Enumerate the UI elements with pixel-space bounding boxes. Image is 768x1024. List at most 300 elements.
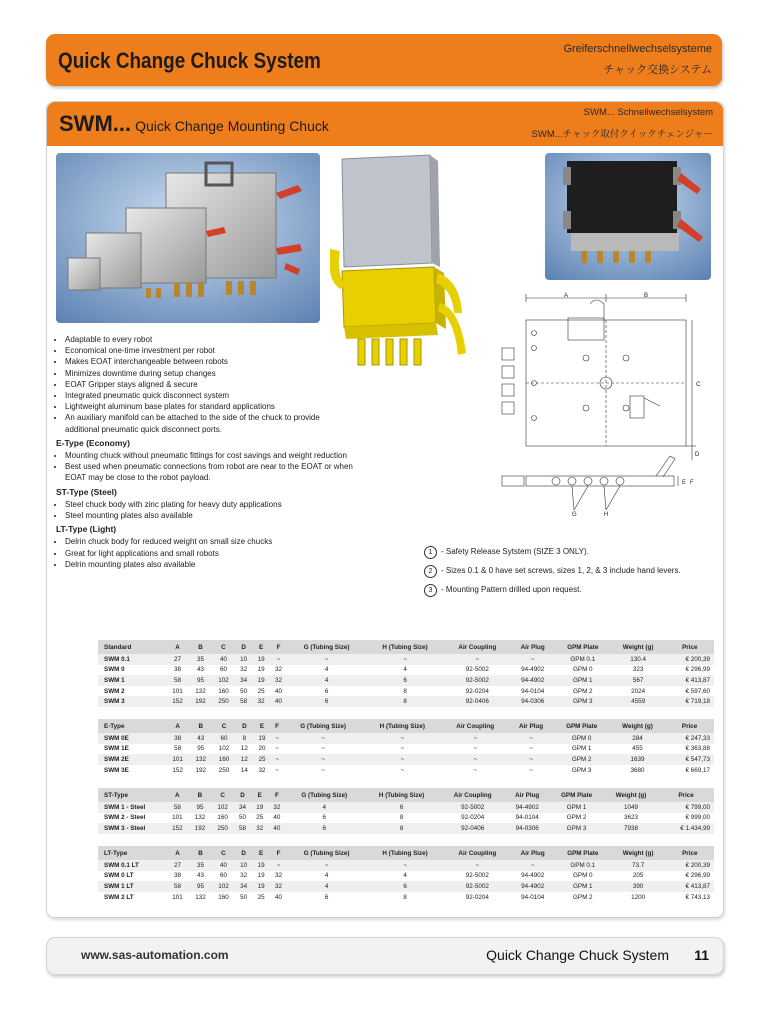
table-header-cell: C	[212, 640, 235, 654]
table-cell: 132	[189, 813, 212, 824]
table-header-cell: F	[271, 719, 284, 733]
table-cell: 95	[189, 802, 212, 813]
table-cell: 19	[253, 733, 271, 744]
table-cell: 58	[166, 881, 189, 892]
type-feature-list	[56, 499, 356, 521]
table-cell: € 743,13	[666, 892, 714, 903]
table-cell: GPM 3	[555, 696, 611, 707]
table-cell: 102	[211, 802, 234, 813]
table-cell: 1049	[604, 802, 658, 813]
drawing-notes	[424, 542, 681, 599]
table-cell: € 247,33	[665, 733, 714, 744]
table-header-cell: B	[189, 788, 212, 802]
table-cell: € 1.434,99	[658, 823, 714, 834]
table-cell: 34	[235, 881, 252, 892]
table-cell: SWM 1E	[98, 744, 166, 755]
table-cell: 160	[211, 813, 234, 824]
table-cell: 20	[253, 744, 271, 755]
website-link[interactable]: www.sas-automation.com	[81, 948, 229, 962]
table-cell: 4	[287, 675, 366, 686]
table-header-cell: Price	[666, 846, 714, 860]
table-cell: 25	[252, 686, 269, 697]
table-cell: ~	[271, 765, 284, 776]
note-number: 3	[424, 584, 437, 597]
table-cell: 32	[252, 696, 269, 707]
table-header-cell: Weight (g)	[604, 788, 658, 802]
type-feature-list	[56, 450, 356, 484]
table-header-cell: Air Plug	[510, 640, 555, 654]
table-cell: 6	[287, 686, 366, 697]
note-item	[424, 542, 681, 561]
section-subtitle-de: SWM... Schnellwechselsystem	[583, 107, 713, 118]
table-cell: 32	[235, 871, 252, 882]
table-cell: 32	[251, 823, 268, 834]
type-feature-item: • Delrin chuck body for reduced weight on small size chucks	[65, 536, 356, 547]
table-cell: € 200,39	[666, 860, 714, 871]
section-title-sub: Quick Change Mounting Chuck	[135, 118, 329, 134]
table-cell: € 363,88	[665, 744, 714, 755]
table-cell: 3680	[610, 765, 665, 776]
table-cell: 73.7	[611, 860, 666, 871]
table-header-cell: GPM Plate	[555, 640, 611, 654]
table-header-row	[98, 719, 714, 733]
table-cell: 25	[251, 813, 268, 824]
table-row	[98, 654, 714, 665]
table-header-cell: B	[189, 719, 212, 733]
feature-item: • EOAT Gripper stays aligned & secure	[65, 379, 356, 390]
table-cell: 40	[212, 860, 235, 871]
feature-item: • Economical one-time investment per robot	[65, 345, 356, 356]
table-cell: 101	[166, 813, 189, 824]
table-header-cell: F	[270, 640, 287, 654]
feature-item: • Integrated pneumatic quick disconnect system	[65, 390, 356, 401]
note-number: 1	[424, 546, 437, 559]
table-cell: ~	[509, 754, 554, 765]
table-cell: 1200	[611, 892, 666, 903]
table-cell: 6	[366, 675, 444, 686]
table-cell: 102	[212, 744, 235, 755]
table-cell: 1639	[610, 754, 665, 765]
table-row	[98, 754, 714, 765]
table-header-cell: H (Tubing Size)	[363, 788, 440, 802]
table-cell: 152	[166, 696, 189, 707]
table-cell: 8	[366, 892, 444, 903]
table-row	[98, 765, 714, 776]
drawing-label-f: F	[690, 480, 694, 486]
table-header-cell: Weight (g)	[611, 846, 666, 860]
table-cell: 92-0204	[440, 813, 505, 824]
table-cell: ~	[442, 765, 509, 776]
table-cell: SWM 1 - Steel	[98, 802, 166, 813]
table-row	[98, 813, 714, 824]
table-header-cell: Price	[666, 640, 714, 654]
table-cell: 92-0406	[444, 696, 510, 707]
table-cell: 34	[235, 675, 252, 686]
table-cell: 32	[270, 881, 287, 892]
table-cell: 94-0104	[505, 813, 549, 824]
table-cell: 94-4902	[510, 871, 555, 882]
table-cell: € 296,99	[666, 665, 714, 676]
table-cell: € 413,87	[666, 675, 714, 686]
table-cell: 35	[189, 654, 212, 665]
type-descriptions	[56, 438, 356, 570]
table-header-row	[98, 640, 714, 654]
table-cell: 60	[212, 871, 235, 882]
table-cell: 58	[234, 823, 251, 834]
table-cell: 8	[363, 823, 440, 834]
table-cell: SWM 0 LT	[98, 871, 166, 882]
table-cell: GPM 2	[555, 892, 611, 903]
section-subtitle-jp: SWM...チャック取付クイックチェンジャー	[531, 129, 713, 140]
table-cell: 43	[189, 871, 212, 882]
table-cell: 4	[287, 871, 366, 882]
table-cell: 3623	[604, 813, 658, 824]
table-cell: 50	[235, 892, 252, 903]
drawing-label-g: G	[572, 512, 577, 518]
table-cell: 95	[189, 675, 212, 686]
table-cell: 40	[268, 813, 285, 824]
table-header-cell: GPM Plate	[549, 788, 604, 802]
table-cell: 6	[285, 813, 363, 824]
table-cell: 58	[166, 675, 189, 686]
feature-item: • Adaptable to every robot	[65, 334, 356, 345]
table-cell: 6	[363, 802, 440, 813]
table-cell: 38	[166, 665, 189, 676]
table-cell: SWM 2E	[98, 754, 166, 765]
table-cell: 160	[212, 686, 235, 697]
table-cell: 192	[189, 823, 212, 834]
table-cell: 94-0104	[510, 892, 555, 903]
table-cell: 6	[287, 892, 366, 903]
table-cell: 92-5002	[444, 665, 510, 676]
table-cell: 19	[251, 802, 268, 813]
table-row	[98, 696, 714, 707]
table-cell: SWM 0.1 LT	[98, 860, 166, 871]
table-header-cell: LT-Type	[98, 846, 166, 860]
table-cell: 132	[189, 686, 212, 697]
drawing-label-h: H	[604, 512, 609, 518]
table-cell: 205	[611, 871, 666, 882]
table-header-cell: E	[252, 846, 269, 860]
table-header-row	[98, 846, 714, 860]
table-cell: 40	[270, 696, 287, 707]
table-header-cell: Air Coupling	[440, 788, 505, 802]
table-cell: GPM 1	[549, 802, 604, 813]
table-row	[98, 675, 714, 686]
table-header-cell: A	[166, 846, 189, 860]
table-cell: 58	[166, 744, 189, 755]
table-header-cell: C	[212, 719, 235, 733]
table-cell: 19	[252, 654, 269, 665]
table-cell: 101	[166, 754, 189, 765]
table-cell: 95	[189, 744, 212, 755]
table-cell: 40	[270, 892, 287, 903]
table-cell: SWM 0E	[98, 733, 166, 744]
table-cell: GPM 3	[549, 823, 604, 834]
table-header-row	[98, 788, 714, 802]
page-subtitle-de: Greiferschnellwechselsysteme	[563, 43, 712, 55]
table-cell: € 413,87	[666, 881, 714, 892]
page-title: Quick Change Chuck System	[58, 48, 321, 73]
table-cell: 4	[285, 802, 363, 813]
table-header-cell: G (Tubing Size)	[287, 846, 366, 860]
table-cell: 50	[234, 813, 251, 824]
table-cell: 4559	[611, 696, 666, 707]
table-cell: 8	[366, 696, 444, 707]
table-cell: 50	[235, 686, 252, 697]
table-cell: 94-0306	[510, 696, 555, 707]
table-cell: GPM 2	[554, 754, 610, 765]
table-cell: SWM 2 - Steel	[98, 813, 166, 824]
table-cell: 4	[287, 881, 366, 892]
table-header-cell: Standard	[98, 640, 166, 654]
table-cell: 250	[212, 765, 235, 776]
table-cell: 390	[611, 881, 666, 892]
table-row	[98, 881, 714, 892]
table-cell: ~	[363, 733, 442, 744]
table-header-cell: E-Type	[98, 719, 166, 733]
table-header-cell: A	[166, 640, 189, 654]
table-cell: ~	[283, 765, 362, 776]
table-header-cell: G (Tubing Size)	[285, 788, 363, 802]
table-cell: 12	[236, 754, 254, 765]
table-header-cell: E	[252, 640, 269, 654]
table-cell: 10	[235, 860, 252, 871]
table-cell: 34	[234, 802, 251, 813]
table-cell: 12	[236, 744, 254, 755]
table-cell: 58	[166, 802, 189, 813]
table-cell: 40	[270, 686, 287, 697]
feature-item: • An auxiliary manifold can be attached to the side of the chuck to provide additional pneumatic quick disconnect ports.	[65, 412, 356, 434]
table-row	[98, 823, 714, 834]
table-header-cell: Weight (g)	[611, 640, 666, 654]
feature-item: • Lightweight aluminum base plates for standard applications	[65, 401, 356, 412]
table-cell: 32	[270, 665, 287, 676]
type-heading: ST-Type (Steel)	[56, 486, 117, 497]
table-header-cell: Air Coupling	[442, 719, 509, 733]
spec-table	[98, 788, 714, 834]
note-item	[424, 580, 681, 599]
table-header-cell: D	[234, 788, 251, 802]
table-cell: GPM 0.1	[555, 654, 611, 665]
table-cell: 19	[252, 881, 269, 892]
table-cell: ~	[363, 744, 442, 755]
table-cell: 32	[268, 802, 285, 813]
table-cell: ~	[287, 860, 366, 871]
table-cell: 8	[236, 733, 254, 744]
note-text: - Safety Release Sytstem (SIZE 3 ONLY).	[441, 547, 589, 556]
table-cell: 32	[270, 675, 287, 686]
table-cell: ~	[271, 754, 284, 765]
table-cell: € 719,18	[666, 696, 714, 707]
table-cell: ~	[366, 654, 444, 665]
type-feature-list	[56, 536, 356, 570]
table-row	[98, 892, 714, 903]
table-cell: 40	[212, 654, 235, 665]
table-header-cell: D	[235, 640, 252, 654]
table-cell: 192	[189, 696, 212, 707]
table-header-cell: C	[212, 846, 235, 860]
type-heading: E-Type (Economy)	[56, 437, 130, 448]
table-cell: ~	[510, 654, 555, 665]
table-cell: GPM 0	[554, 733, 610, 744]
table-cell: GPM 0	[555, 871, 611, 882]
table-cell: ~	[442, 733, 509, 744]
table-row	[98, 744, 714, 755]
table-cell: 40	[268, 823, 285, 834]
table-cell: 94-4902	[510, 881, 555, 892]
table-header-cell: A	[166, 719, 189, 733]
table-header-cell: H (Tubing Size)	[366, 640, 444, 654]
table-cell: 25	[253, 754, 271, 765]
table-cell: SWM 1 LT	[98, 881, 166, 892]
table-cell: € 597,60	[666, 686, 714, 697]
table-cell: 192	[189, 765, 212, 776]
table-cell: SWM 3E	[98, 765, 166, 776]
table-cell: ~	[271, 744, 284, 755]
table-cell: 43	[189, 665, 212, 676]
table-cell: 152	[166, 765, 189, 776]
table-cell: 94-0306	[505, 823, 549, 834]
table-cell: 19	[252, 871, 269, 882]
table-cell: 10	[235, 654, 252, 665]
table-cell: 92-0204	[444, 892, 510, 903]
footer-title: Quick Change Chuck System	[486, 947, 669, 963]
table-cell: 284	[610, 733, 665, 744]
table-cell: ~	[283, 754, 362, 765]
table-cell: 94-4902	[505, 802, 549, 813]
table-cell: 4	[366, 871, 444, 882]
table-cell: 58	[235, 696, 252, 707]
table-header-cell: G (Tubing Size)	[283, 719, 362, 733]
table-cell: ~	[509, 733, 554, 744]
page-header	[46, 34, 722, 86]
product-family-photo	[56, 153, 320, 323]
table-cell: ~	[509, 765, 554, 776]
table-cell: 8	[363, 813, 440, 824]
table-row	[98, 802, 714, 813]
table-cell: GPM 1	[555, 881, 611, 892]
table-header-cell: GPM Plate	[554, 719, 610, 733]
table-header-cell: D	[235, 846, 252, 860]
table-cell: 567	[611, 675, 666, 686]
page-number: 11	[694, 947, 709, 963]
table-header-cell: G (Tubing Size)	[287, 640, 366, 654]
table-cell: 130.4	[611, 654, 666, 665]
table-cell: ~	[270, 654, 287, 665]
table-cell: 38	[166, 871, 189, 882]
table-cell: € 999,00	[658, 813, 714, 824]
table-cell: ~	[270, 860, 287, 871]
drawing-label-a: A	[564, 293, 569, 299]
note-number: 2	[424, 565, 437, 578]
table-cell: SWM 3	[98, 696, 166, 707]
drawing-label-c: C	[696, 382, 701, 388]
table-header-cell: H (Tubing Size)	[363, 719, 442, 733]
table-cell: € 200,39	[666, 654, 714, 665]
table-cell: 94-4902	[510, 665, 555, 676]
table-cell: 152	[166, 823, 189, 834]
table-cell: GPM 2	[549, 813, 604, 824]
table-cell: ~	[509, 744, 554, 755]
table-cell: 43	[189, 733, 212, 744]
feature-item: • Minimizes downtime during setup changes	[65, 368, 356, 379]
table-cell: ~	[510, 860, 555, 871]
table-cell: 8	[366, 686, 444, 697]
section-title-main: SWM...	[59, 111, 132, 136]
table-cell: SWM 0	[98, 665, 166, 676]
drawing-label-d: D	[695, 452, 700, 458]
table-cell: 19	[252, 675, 269, 686]
note-text: - Sizes 0.1 & 0 have set screws, sizes 1, 2, & 3 include hand levers.	[441, 566, 681, 575]
table-row	[98, 860, 714, 871]
technical-drawing	[496, 288, 706, 518]
note-item	[424, 561, 681, 580]
table-cell: SWM 3 - Steel	[98, 823, 166, 834]
section-header	[47, 102, 723, 146]
table-cell: 14	[236, 765, 254, 776]
table-cell: ~	[363, 754, 442, 765]
table-cell: 32	[270, 871, 287, 882]
table-header-cell: A	[166, 788, 189, 802]
table-header-cell: Price	[658, 788, 714, 802]
page-footer	[46, 937, 724, 975]
table-cell: SWM 2 LT	[98, 892, 166, 903]
table-cell: 101	[166, 686, 189, 697]
table-cell: 4	[287, 665, 366, 676]
table-cell: 32	[235, 665, 252, 676]
table-cell: 92-5002	[440, 802, 505, 813]
table-header-cell: E	[253, 719, 271, 733]
table-header-cell: F	[268, 788, 285, 802]
section-title	[59, 111, 329, 137]
feature-list	[56, 334, 356, 435]
table-cell: 35	[189, 860, 212, 871]
feature-item: • Makes EOAT interchangeable between robots	[65, 356, 356, 367]
table-cell: ~	[442, 744, 509, 755]
table-cell: 101	[166, 892, 189, 903]
table-header-cell: C	[211, 788, 234, 802]
table-header-cell: B	[189, 640, 212, 654]
drawing-label-e: E	[682, 480, 687, 486]
table-header-cell: ST-Type	[98, 788, 166, 802]
black-chuck-photo	[545, 153, 711, 280]
table-cell: 6	[366, 881, 444, 892]
table-cell: € 547,73	[665, 754, 714, 765]
spec-table	[98, 846, 714, 902]
table-cell: ~	[283, 744, 362, 755]
table-header-cell: D	[236, 719, 254, 733]
spec-table	[98, 640, 714, 707]
table-cell: 455	[610, 744, 665, 755]
note-text: - Mounting Pattern drilled upon request.	[441, 585, 582, 594]
table-cell: GPM 1	[555, 675, 611, 686]
table-cell: 102	[212, 881, 235, 892]
table-cell: SWM 0.1	[98, 654, 166, 665]
table-cell: € 799,00	[658, 802, 714, 813]
type-feature-item: • Delrin mounting plates also available	[65, 559, 356, 570]
table-header-cell: GPM Plate	[555, 846, 611, 860]
table-cell: ~	[442, 754, 509, 765]
table-cell: GPM 0.1	[555, 860, 611, 871]
table-header-cell: Price	[665, 719, 714, 733]
table-cell: GPM 3	[554, 765, 610, 776]
table-cell: 6	[287, 696, 366, 707]
table-cell: GPM 1	[554, 744, 610, 755]
table-row	[98, 686, 714, 697]
table-cell: 92-0406	[440, 823, 505, 834]
table-header-cell: E	[251, 788, 268, 802]
